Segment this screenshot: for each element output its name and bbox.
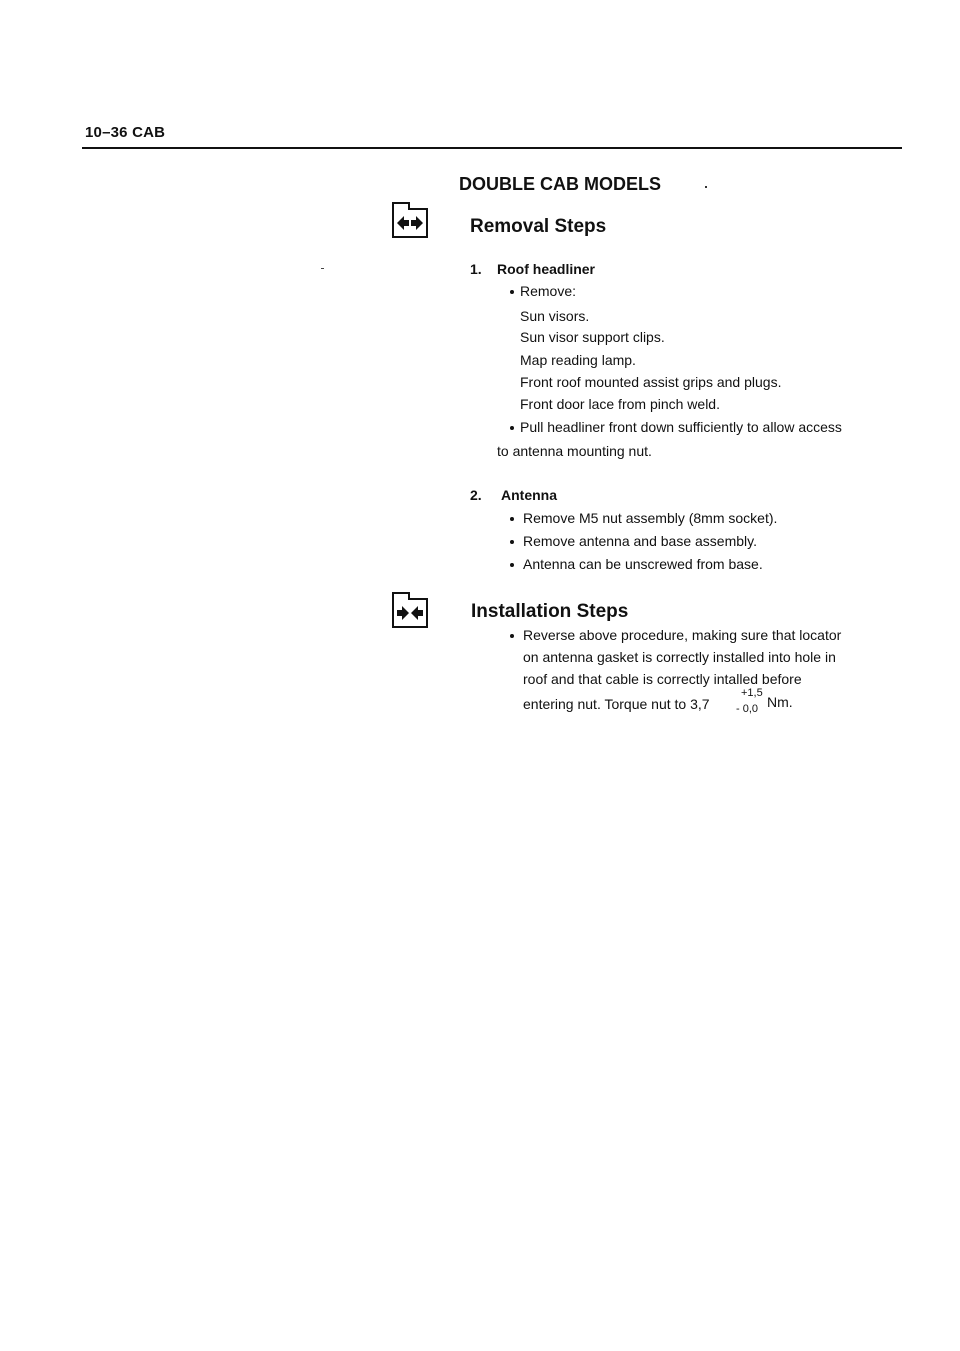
bullet (510, 426, 514, 430)
step1-bullet-pull-cont: to antenna mounting nut. (497, 443, 652, 459)
step2-title: Antenna (501, 487, 557, 503)
installation-line: roof and that cable is correctly intalled before (523, 671, 802, 687)
bullet (510, 634, 514, 638)
torque-unit: Nm. (767, 694, 793, 710)
installation-arrows-icon (392, 598, 428, 628)
installation-torque-line: entering nut. Torque nut to 3,7 (523, 696, 710, 712)
tolerance-plus: +1,5 (741, 687, 763, 699)
list-item: Sun visors. (520, 308, 590, 324)
installation-line: on antenna gasket is correctly installed into hole in (523, 649, 836, 665)
stray-mark (321, 268, 324, 269)
removal-arrows-icon (392, 208, 428, 238)
step2-number: 2. (470, 487, 482, 503)
bullet (510, 563, 514, 567)
installation-line: Reverse above procedure, making sure that locator (523, 627, 842, 643)
step2-bullet: Remove antenna and base assembly. (523, 533, 757, 549)
page-header: 10–36 CAB (85, 124, 166, 141)
step2-bullet: Remove M5 nut assembly (8mm socket). (523, 510, 778, 526)
installation-heading: Installation Steps (471, 601, 629, 622)
step1-title: Roof headliner (497, 261, 596, 277)
page-title: DOUBLE CAB MODELS (459, 174, 661, 194)
step1-bullet-remove: Remove: (520, 283, 577, 299)
list-item: Front roof mounted assist grips and plugs. (520, 374, 782, 390)
list-item: Sun visor support clips. (520, 329, 665, 345)
list-item: Front door lace from pinch weld. (520, 396, 720, 412)
step2-bullet: Antenna can be unscrewed from base. (523, 556, 763, 572)
header-rule (82, 147, 902, 149)
bullet (510, 540, 514, 544)
removal-heading: Removal Steps (470, 216, 607, 237)
list-item: Map reading lamp. (520, 352, 636, 368)
tolerance-minus: - 0,0 (736, 703, 759, 715)
step1-number: 1. (470, 261, 482, 277)
bullet (510, 290, 514, 294)
bullet (510, 517, 514, 521)
step1-bullet-pull: Pull headliner front down sufficiently to allow access (520, 419, 842, 435)
title-dot (705, 186, 707, 188)
